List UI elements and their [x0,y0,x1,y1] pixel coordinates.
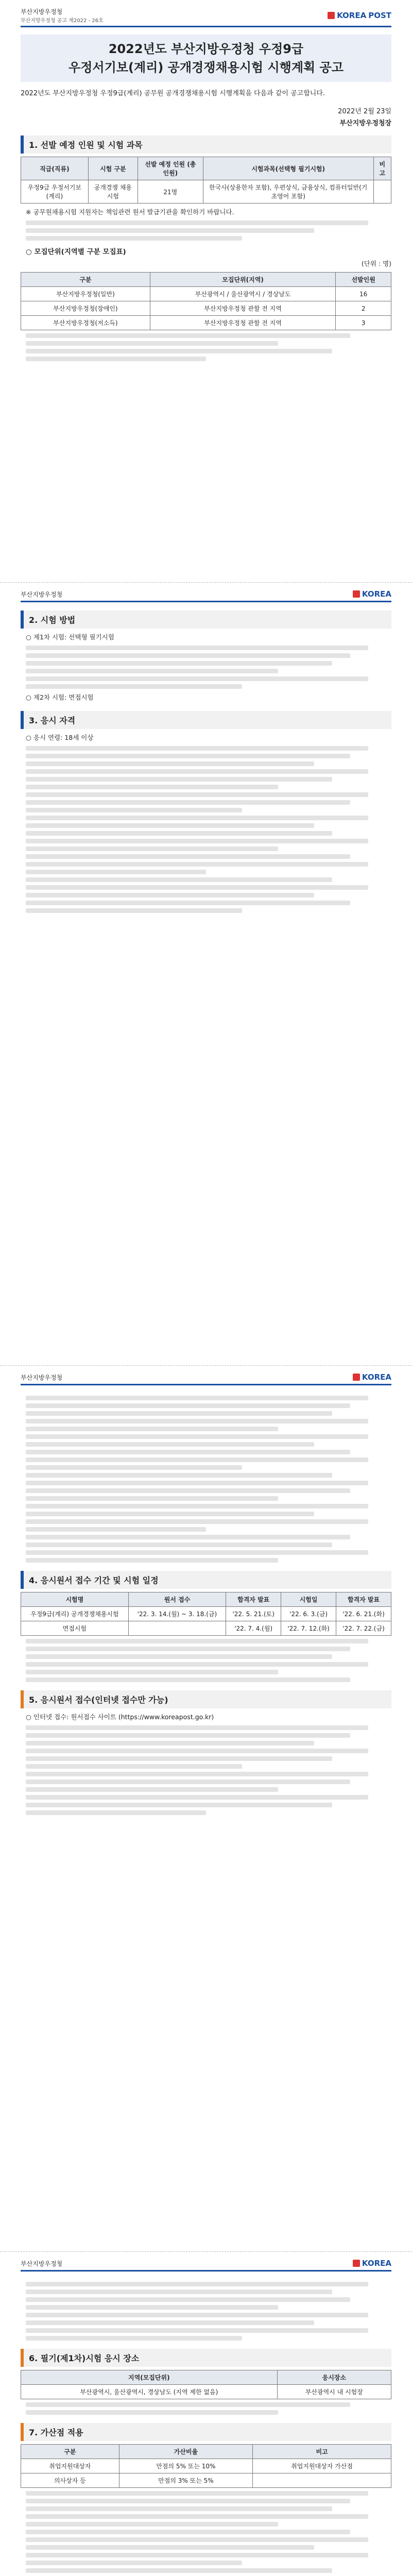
table-cell: '22. 6. 3.(금) [281,1607,336,1621]
text-line [26,357,206,361]
text-line [26,1527,206,1532]
apply-note: ○ 인터넷 접수: 원서접수 사이트 (https://www.koreapost.go.kr) [26,1713,214,1721]
korea-post-logo [328,11,391,20]
text-line [26,221,368,225]
age-qualification: ○ 응시 연령: 18세 이상 [26,734,94,741]
table-cell: '22. 7. 22.(금) [336,1621,391,1636]
table-header-cell: 원서 접수 [128,1592,226,1607]
logo-sub: POST [368,11,391,20]
table-header-cell: 구분 [21,2445,119,2459]
korea-post-logo [353,2259,391,2268]
text-line [26,1639,368,1643]
selection-table [21,157,391,204]
section-7-title: 7. 가산점 적용 [21,2423,391,2441]
logo-text: KOREA [337,11,367,20]
text-line [26,2553,368,2557]
table-cell: 우정9급(계리) 공개경쟁채용시험 [21,1607,129,1621]
text-line [26,785,278,789]
text-line [26,746,368,751]
cell-grade: 우정9급 우정서기보(계리) [21,180,89,204]
table-header-row [21,2370,391,2385]
cell-subjects: 한국사(상용한자 포함), 우편상식, 금융상식, 컴퓨터일반(기초영어 포함) [203,180,373,204]
text-line [26,1662,368,1667]
text-line [26,2305,278,2310]
text-line [26,228,314,233]
section-2-title: 2. 시험 방법 [21,611,391,629]
table-cell: 의사상자 등 [21,2473,119,2488]
org-name: 부산지방우정청 [21,8,63,15]
intro-text: 2022년도 부산지방우정청 우정9급(계리) 공무원 공개경쟁채용시험 시행계획을 다음과 같이 공고합니다. [21,90,325,97]
table-cell: 16 [336,287,391,301]
table-cell: 부산광역시 / 울산광역시 / 경상남도 [150,287,335,301]
page-separator [0,582,412,583]
body-text-block [26,221,386,241]
text-line [26,2282,368,2286]
cell-type: 공개경쟁 채용시험 [88,180,138,204]
text-line [26,1512,314,1516]
body-text-block [26,2282,386,2341]
text-line [26,1756,332,1761]
table-header-cell: 응시장소 [277,2370,391,2385]
text-line [26,1670,278,1674]
text-line [26,816,368,820]
text-line [26,769,368,774]
table-row [21,2385,391,2399]
text-line [26,1558,278,1563]
header-rule [21,601,391,602]
body-text-block [26,1639,386,1682]
table-row [21,2459,391,2473]
body-text-block [26,1725,386,1815]
logo-mark-icon [353,2260,360,2267]
text-line [26,646,368,650]
text-line [26,2410,278,2415]
text-line [26,676,368,681]
table-header-cell: 시험일 [281,1592,336,1607]
table-header-row [21,157,391,180]
text-line [26,2568,332,2573]
table-cell: 만점의 5% 또는 10% [119,2459,252,2473]
body-text-block [26,646,386,689]
text-line [26,1677,350,1682]
page-separator [0,2251,412,2252]
body-text-block [26,2402,386,2415]
text-line [26,1803,332,1807]
text-line [26,341,278,346]
page-3 [0,1365,412,2251]
text-line [26,2402,350,2407]
page-1 [0,0,412,582]
page-header [0,1365,412,1384]
exam-method-1: ○ 제1차 시험: 선택형 필기시험 [26,633,114,641]
text-line [26,823,314,828]
page-header [0,582,412,601]
table-cell: 취업지원대상자 [21,2459,119,2473]
th-type: 시험 구분 [88,157,138,180]
text-line [26,2545,314,2550]
body-text-block [26,333,386,361]
title-line-2: 우정서기보(계리) 공개경쟁채용시험 시행계획 공고 [68,60,344,75]
text-line [26,1749,368,1753]
text-line [26,236,242,241]
table-row [21,287,391,301]
body-text-block [26,746,386,913]
text-line [26,1434,368,1439]
logo-text: KOREA [362,1372,391,1382]
text-line [26,1787,278,1792]
table-header-cell: 가산비율 [119,2445,252,2459]
table-cell [253,2473,391,2488]
page-header [0,2251,412,2270]
notice-date: 2022년 2월 23일 [338,108,391,115]
text-line [26,2506,332,2511]
org-name: 부산지방우정청 [21,1374,63,1381]
table-row [21,316,391,330]
text-line [26,901,350,905]
text-line [26,2530,350,2534]
text-line [26,754,350,758]
text-line [26,669,278,673]
body-text-block [26,2491,386,2576]
cell-count: 21명 [138,180,203,204]
section-1-title: 1. 선발 예정 인원 및 시험 과목 [21,135,391,154]
body-text-block [26,1396,386,1563]
table-cell: 부산광역시 내 시험장 [277,2385,391,2399]
text-line [26,777,332,782]
cell-note [373,180,391,204]
table-header-cell: 지역(모집단위) [21,2370,278,2385]
text-line [26,839,368,843]
text-line [26,1543,332,1547]
section-1-note: ※ 공무원채용시험 지원자는 책임관련 원서 발급기관을 확인하기 바랍니다. [26,208,234,216]
table-cell: 2 [336,301,391,316]
table-cell: 부산지방우정청 관할 전 지역 [150,301,335,316]
table-cell: '22. 7. 4.(월) [226,1621,281,1636]
text-line [26,1403,350,1408]
text-line [26,893,314,897]
text-line [26,1481,368,1485]
text-line [26,333,350,338]
text-line [26,1396,368,1400]
exam-method-2: ○ 제2차 시험: 면접시험 [26,693,94,701]
text-line [26,1473,332,1478]
text-line [26,846,278,851]
logo-text: KOREA [362,2259,391,2268]
section-3-title: 3. 응시 자격 [21,711,391,729]
text-line [26,1496,278,1501]
section-1-subheading: ○ 모집단위(지역별 구분 모집표) [26,248,126,256]
section-4-title: 4. 응시원서 접수 기간 및 시험 일정 [21,1571,391,1589]
table-cell [128,1621,226,1636]
th-grade: 직급(직류) [21,157,89,180]
text-line [26,1780,350,1784]
text-line [26,885,368,890]
table-cell: '22. 5. 21.(토) [226,1607,281,1621]
notice-signer: 부산지방우정청장 [339,120,391,127]
text-line [26,1465,242,1470]
logo-text: KOREA [362,589,391,599]
text-line [26,1427,278,1431]
text-line [26,1741,314,1745]
text-line [26,831,332,836]
text-line [26,1519,368,1524]
table-header-cell: 시험명 [21,1592,129,1607]
table-cell: 만점의 3% 또는 5% [119,2473,252,2488]
text-line [26,877,332,882]
text-line [26,800,350,805]
text-line [26,661,332,666]
table-cell: 3 [336,316,391,330]
bonus-table [21,2444,391,2488]
text-line [26,2297,350,2302]
table-row [21,2473,391,2488]
logo-mark-icon [353,590,360,598]
text-line [26,792,368,797]
text-line [26,1458,368,1462]
text-line [26,2320,314,2325]
korea-post-logo [353,1372,391,1382]
th-subjects: 시험과목(선택형 필기시험) [203,157,373,180]
region-table [21,272,391,330]
text-line [26,1795,368,1800]
text-line [26,653,350,658]
text-line [26,2561,242,2565]
table-header-row [21,2445,391,2459]
text-line [26,2522,278,2527]
text-line [26,2313,368,2317]
text-line [26,1772,368,1776]
table-cell: '22. 7. 12.(화) [281,1621,336,1636]
text-line [26,1411,332,1416]
org-name: 부산지방우정청 [21,590,63,598]
text-line [26,1442,314,1447]
text-line [26,1733,350,1738]
korea-post-logo [353,589,391,599]
text-line [26,808,242,812]
notice-number: 부산지방우정청 공고 제2022 - 26호 [21,18,104,24]
text-line [26,908,242,913]
table-cell: '22. 3. 14.(월) ~ 3. 18.(금) [128,1607,226,1621]
text-line [26,2537,368,2542]
table-cell: 부산지방우정청(일반) [21,287,150,301]
table-row [21,1621,391,1636]
header-rule [21,26,391,27]
text-line [26,1488,350,1493]
text-line [26,1725,368,1730]
schedule-table [21,1592,391,1636]
logo-mark-icon [353,1374,360,1381]
text-line [26,2328,368,2333]
text-line [26,684,242,689]
th-region: 모집단위(지역) [150,273,335,287]
text-line [26,862,368,867]
table-header-cell: 합격자 발표 [336,1592,391,1607]
th-count: 선발 예정 인원 (총 인원) [138,157,203,180]
th-selected: 선발인원 [336,273,391,287]
table-cell: 취업지원대상자 가산점 [253,2459,391,2473]
text-line [26,870,206,874]
table-cell: '22. 6. 21.(화) [336,1607,391,1621]
table-header-row [21,1592,391,1607]
page-2 [0,582,412,1365]
table-cell: 부산지방우정청 관할 전 지역 [150,316,335,330]
table-cell: 부산지방우정청(장애인) [21,301,150,316]
text-line [26,1419,368,1423]
table-row [21,301,391,316]
text-line [26,2336,242,2341]
text-line [26,2514,368,2519]
section-5-title: 5. 응시원서 접수(인터넷 접수만 가능) [21,1690,391,1708]
text-line [26,761,314,766]
text-line [26,1504,368,1509]
page-header [0,0,412,26]
table-row [21,180,391,204]
header-left [21,7,104,24]
header-rule [21,2270,391,2272]
text-line [26,854,350,859]
th-category: 구분 [21,273,150,287]
text-line [26,349,332,353]
text-line [26,1450,350,1454]
document-title [21,35,391,82]
text-line [26,2499,350,2503]
page-4 [0,2251,412,2576]
table-header-row [21,273,391,287]
th-note: 비고 [373,157,391,180]
text-line [26,2491,368,2496]
org-name: 부산지방우정청 [21,2260,63,2267]
table-cell: 부산지방우정청(저소득) [21,316,150,330]
table-header-cell: 합격자 발표 [226,1592,281,1607]
text-line [26,2290,332,2294]
text-line [26,1535,350,1539]
title-line-1: 2022년도 부산지방우정청 우정9급 [108,42,304,56]
table-header-cell: 비고 [253,2445,391,2459]
table-cell: 부산광역시, 울산광역시, 경상남도 (지역 제한 없음) [21,2385,278,2399]
text-line [26,1550,368,1555]
page-separator [0,1365,412,1366]
exam-place-table [21,2370,391,2399]
text-line [26,1647,350,1651]
text-line [26,1810,206,1815]
text-line [26,1654,332,1659]
text-line [26,1764,242,1769]
unit-label: (단위 : 명) [361,260,391,267]
logo-mark-icon [328,12,335,19]
table-cell: 면접시험 [21,1621,129,1636]
header-rule [21,1384,391,1385]
table-row [21,1607,391,1621]
section-6-title: 6. 필기(제1차)시험 응시 장소 [21,2349,391,2367]
